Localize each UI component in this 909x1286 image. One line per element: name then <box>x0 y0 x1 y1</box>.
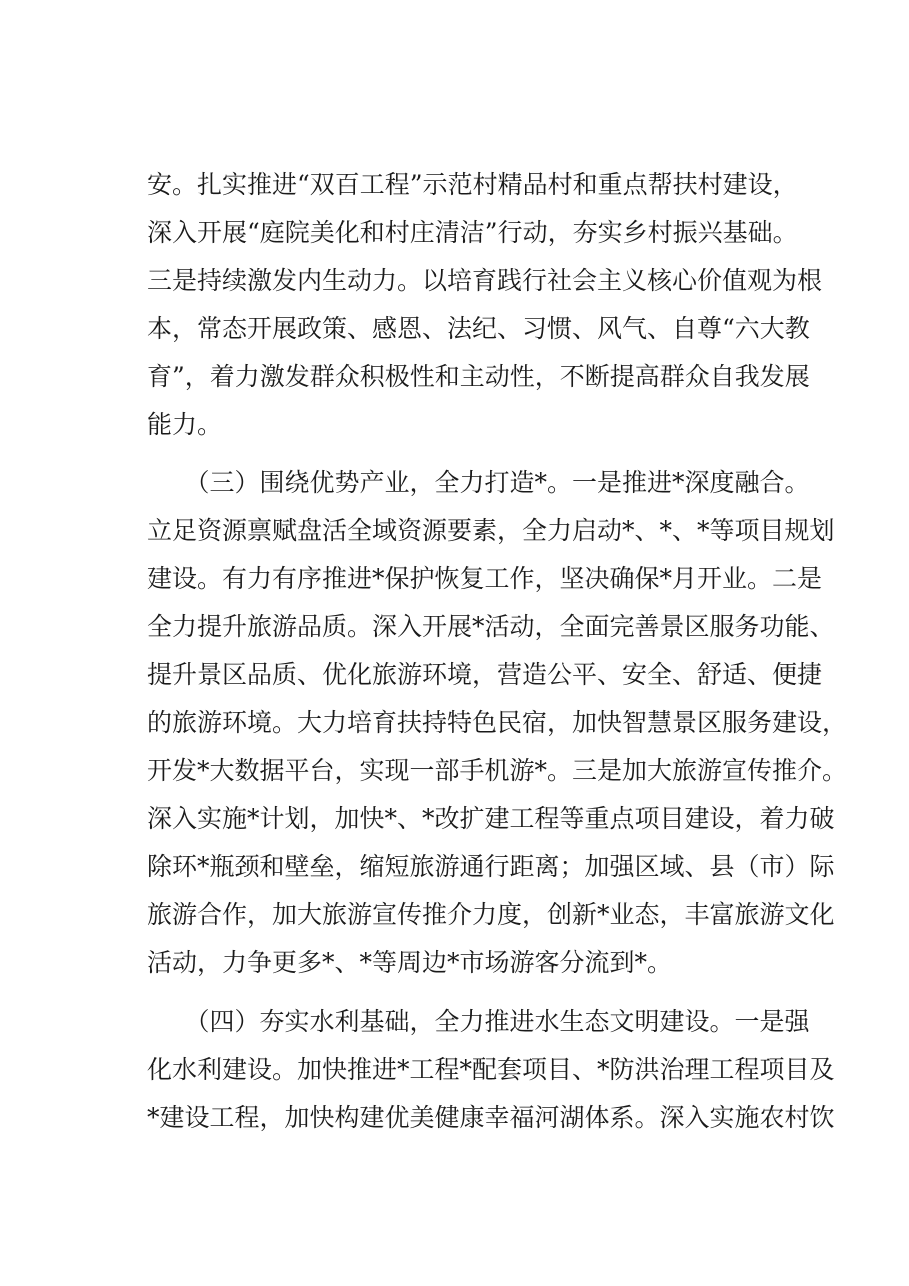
paragraph-line: 能力。 <box>147 410 223 439</box>
paragraph-line: 育”，着力激发群众积极性和主动性，不断提高群众自我发展 <box>147 362 810 391</box>
paragraph-line: 建设。有力有序推进*保护恢复工作，坚决确保*月开业。二是 <box>147 564 823 593</box>
paragraph-line: 本，常态开展政策、感恩、法纪、习惯、风气、自尊“六大教 <box>147 314 810 343</box>
paragraph-line: 提升景区品质、优化旅游环境，营造公平、安全、舒适、便捷 <box>147 660 823 689</box>
paragraph-line: 三是持续激发内生动力。以培育践行社会主义核心价值观为根 <box>147 266 823 295</box>
section-heading-line: （三）围绕优势产业，全力打造*。一是推进*深度融合。 <box>147 468 810 497</box>
section-heading-line: （四）夯实水利基础，全力推进水生态文明建设。一是强 <box>147 1007 810 1036</box>
paragraph-line: 全力提升旅游品质。深入开展*活动，全面完善景区服务功能、 <box>147 612 835 641</box>
paragraph-line: *建设工程，加快构建优美健康幸福河湖体系。深入实施农村饮 <box>147 1103 835 1132</box>
paragraph-line: 深入开展“庭院美化和村庄清洁”行动，夯实乡村振兴基础。 <box>147 218 798 247</box>
paragraph-line: 活动，力争更多*、*等周边*市场游客分流到*。 <box>147 948 673 977</box>
paragraph-line: 旅游合作，加大旅游宣传推介力度，创新*业态，丰富旅游文化 <box>147 900 835 929</box>
paragraph-line: 的旅游环境。大力培育扶持特色民宿，加快智慧景区服务建设， <box>147 708 848 737</box>
paragraph-line: 深入实施*计划，加快*、*改扩建工程等重点项目建设，着力破 <box>147 804 835 833</box>
paragraph-line: 除环*瓶颈和壁垒，缩短旅游通行距离；加强区域、县（市）际 <box>147 852 835 881</box>
paragraph-line: 安。扎实推进“双百工程”示范村精品村和重点帮扶村建设， <box>147 170 798 199</box>
paragraph-line: 开发*大数据平台，实现一部手机游*。三是加大旅游宣传推介。 <box>147 756 848 785</box>
paragraph-line: 立足资源禀赋盘活全域资源要素，全力启动*、*、*等项目规划 <box>147 516 835 545</box>
paragraph-line: 化水利建设。加快推进*工程*配套项目、*防洪治理工程项目及 <box>147 1055 835 1084</box>
